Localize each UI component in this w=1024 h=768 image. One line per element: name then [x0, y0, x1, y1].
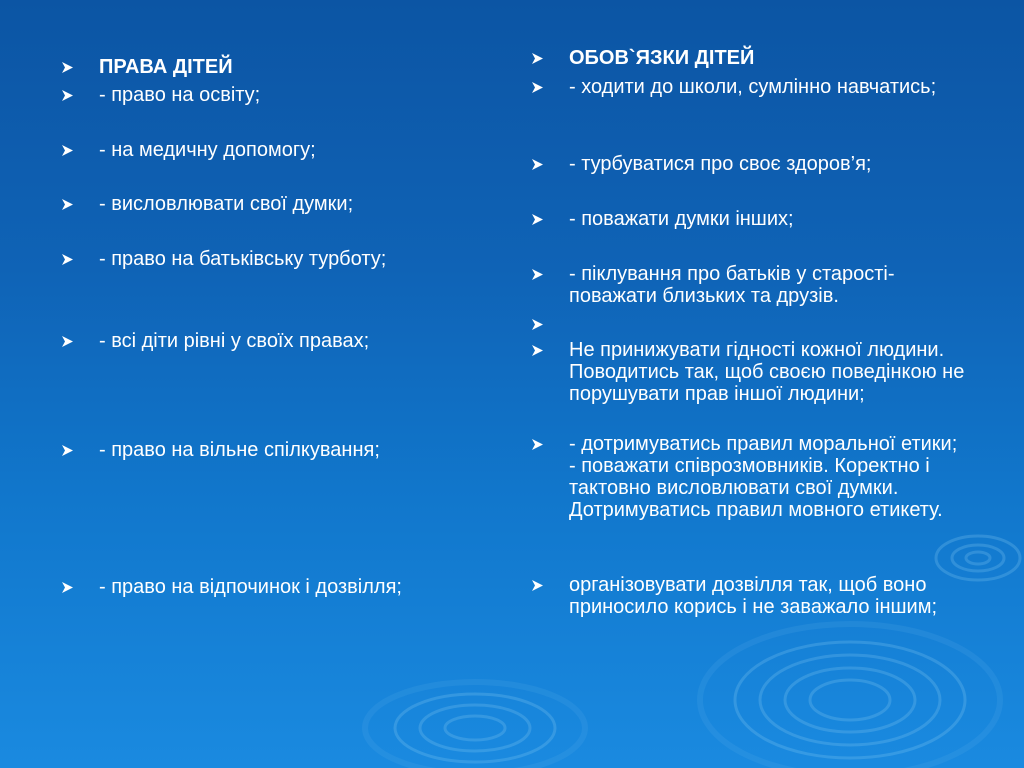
arrowhead-bullet-icon [62, 139, 78, 161]
rights-item [62, 193, 479, 215]
duties-item [532, 76, 969, 98]
rights-item-text: - висловлювати свої думки; [99, 193, 354, 215]
rights-item-text: - всі діти рівні у своїх правах; [99, 330, 370, 352]
rights-item-text: - право на освіту; [99, 84, 261, 106]
duties-item [532, 339, 969, 405]
duties-item-text: - поважати думки інших; [569, 208, 794, 230]
duties-item-text: Не принижувати гідності кожної людини. Поводитись так, щоб своєю поведінкою не порушувати прав іншої людини; [569, 339, 965, 405]
duties-item-text: - турбуватися про своє здоров’я; [569, 153, 872, 175]
arrowhead-bullet-icon [532, 153, 548, 175]
duties-item-text: - ходити до школи, сумлінно навчатись; [569, 76, 937, 98]
rights-item [62, 248, 479, 270]
duties-item-text: організовувати дозвілля так, щоб воно приносило корись і не заважало іншим; [569, 574, 938, 618]
duties-item [532, 153, 969, 175]
rights-item [62, 139, 479, 161]
duties-item-empty [532, 313, 969, 335]
arrowhead-bullet-icon [62, 330, 78, 352]
arrowhead-bullet-icon [532, 574, 548, 596]
arrowhead-bullet-icon [532, 339, 548, 361]
arrowhead-bullet-icon [62, 56, 78, 78]
duties-heading-text: ОБОВ`ЯЗКИ ДІТЕЙ [569, 47, 755, 69]
arrowhead-bullet-icon [532, 47, 548, 69]
duties-item [532, 433, 969, 521]
arrowhead-bullet-icon [62, 439, 78, 461]
arrowhead-bullet-icon [532, 208, 548, 230]
arrowhead-bullet-icon [62, 193, 78, 215]
rights-heading-text: ПРАВА ДІТЕЙ [99, 56, 233, 78]
duties-item [532, 574, 969, 618]
rights-item-text: - на медичну допомогу; [99, 139, 316, 161]
duties-item [532, 263, 969, 307]
arrowhead-bullet-icon [532, 76, 548, 98]
arrowhead-bullet-icon [532, 313, 548, 335]
duties-item-text: - піклування про батьків у старості- поважати близьких та друзів. [569, 263, 895, 307]
rights-item [62, 576, 479, 598]
rights-item [62, 330, 479, 352]
arrowhead-bullet-icon [62, 248, 78, 270]
arrowhead-bullet-icon [532, 263, 548, 285]
rights-heading [62, 56, 479, 78]
rights-item [62, 439, 479, 461]
rights-item [62, 84, 479, 106]
duties-heading [532, 47, 969, 69]
duties-item-text: - дотримуватись правил моральної етики; - поважати співрозмовників. Коректно і тактовно висловлювати свої думки. Дотримуватись правил мовного етикету. [569, 433, 958, 521]
rights-item-text: - право на батьківську турботу; [99, 248, 387, 270]
arrowhead-bullet-icon [532, 433, 548, 455]
duties-item [532, 208, 969, 230]
arrowhead-bullet-icon [62, 84, 78, 106]
rights-item-text: - право на вільне спілкування; [99, 439, 380, 461]
arrowhead-bullet-icon [62, 576, 78, 598]
rights-item-text: - право на відпочинок і дозвілля; [99, 576, 402, 598]
